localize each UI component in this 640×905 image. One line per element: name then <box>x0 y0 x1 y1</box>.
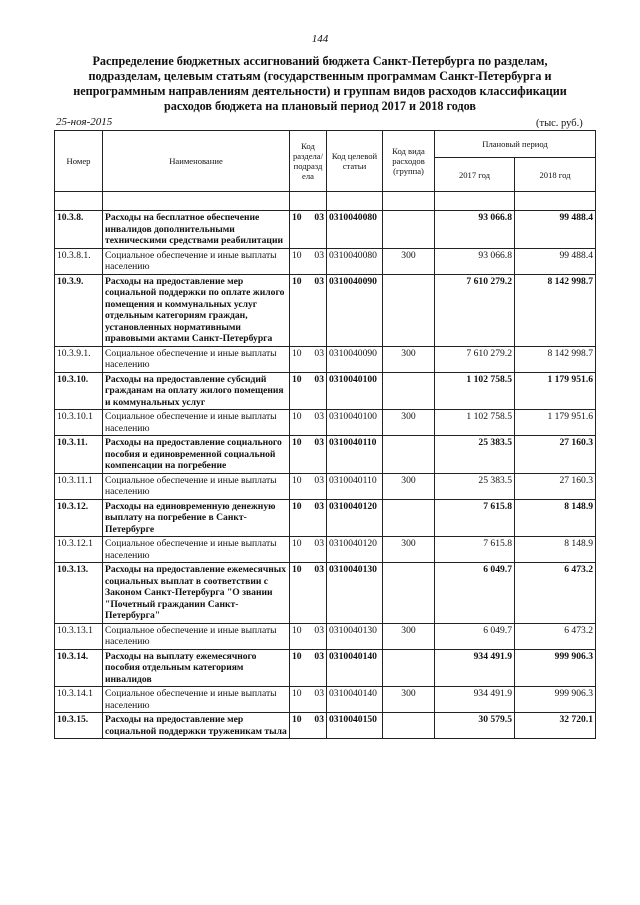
row-subsection: 03 <box>307 537 327 563</box>
row-number: 10.3.9.1. <box>55 346 103 372</box>
row-amount-2017: 7 615.8 <box>435 499 515 537</box>
row-subsection: 03 <box>307 649 327 687</box>
row-amount-2017: 93 066.8 <box>435 248 515 274</box>
row-amount-2017: 7 610 279.2 <box>435 346 515 372</box>
row-amount-2018: 1 179 951.6 <box>515 372 596 410</box>
row-subsection: 03 <box>307 623 327 649</box>
row-target-code: 0310040130 <box>327 563 383 624</box>
table-row <box>55 248 596 274</box>
row-amount-2017: 7 610 279.2 <box>435 274 515 346</box>
row-amount-2018: 1 179 951.6 <box>515 410 596 436</box>
row-target-code: 0310040110 <box>327 436 383 474</box>
header-year-2017: 2017 год <box>435 158 515 192</box>
row-amount-2018: 8 142 998.7 <box>515 346 596 372</box>
row-name: Социальное обеспечение и иные выплаты населению <box>103 623 290 649</box>
row-section: 10 <box>290 623 307 649</box>
row-target-code: 0310040140 <box>327 649 383 687</box>
table-row <box>55 499 596 537</box>
row-target-code: 0310040090 <box>327 274 383 346</box>
table-row <box>55 687 596 713</box>
row-target-code: 0310040080 <box>327 248 383 274</box>
row-number: 10.3.15. <box>55 713 103 739</box>
row-amount-2017: 1 102 758.5 <box>435 410 515 436</box>
row-amount-2017: 6 049.7 <box>435 623 515 649</box>
row-type-code: 300 <box>383 537 435 563</box>
header-section-code: Код раздела/подразд ела <box>290 131 327 192</box>
table-row <box>55 649 596 687</box>
row-target-code: 0310040130 <box>327 623 383 649</box>
row-name: Расходы на предоставление мер социальной поддержки труженикам тыла <box>103 713 290 739</box>
row-target-code: 0310040100 <box>327 372 383 410</box>
table-row <box>55 410 596 436</box>
row-type-code: 300 <box>383 623 435 649</box>
row-amount-2017: 25 383.5 <box>435 436 515 474</box>
row-subsection: 03 <box>307 274 327 346</box>
row-number: 10.3.8.1. <box>55 248 103 274</box>
row-section: 10 <box>290 537 307 563</box>
row-subsection: 03 <box>307 713 327 739</box>
row-number: 10.3.12. <box>55 499 103 537</box>
row-number: 10.3.10. <box>55 372 103 410</box>
row-type-code: 300 <box>383 473 435 499</box>
table-row <box>55 372 596 410</box>
row-section: 10 <box>290 211 307 249</box>
row-subsection: 03 <box>307 499 327 537</box>
row-amount-2017: 934 491.9 <box>435 687 515 713</box>
row-subsection: 03 <box>307 473 327 499</box>
header-year-2018: 2018 год <box>515 158 596 192</box>
row-type-code <box>383 499 435 537</box>
row-type-code: 300 <box>383 346 435 372</box>
row-type-code: 300 <box>383 687 435 713</box>
row-number: 10.3.11.1 <box>55 473 103 499</box>
row-number: 10.3.9. <box>55 274 103 346</box>
row-name: Расходы на бесплатное обеспечение инвалидов дополнительными техническими средствами реабилитации <box>103 211 290 249</box>
row-section: 10 <box>290 687 307 713</box>
row-section: 10 <box>290 248 307 274</box>
row-subsection: 03 <box>307 436 327 474</box>
row-subsection: 03 <box>307 346 327 372</box>
table-row <box>55 713 596 739</box>
row-name: Социальное обеспечение и иные выплаты населению <box>103 346 290 372</box>
row-type-code: 300 <box>383 410 435 436</box>
row-amount-2017: 934 491.9 <box>435 649 515 687</box>
row-type-code <box>383 211 435 249</box>
table-row <box>55 274 596 346</box>
row-amount-2018: 6 473.2 <box>515 623 596 649</box>
row-target-code: 0310040150 <box>327 713 383 739</box>
page-number: 144 <box>311 33 329 45</box>
table-row <box>55 346 596 372</box>
row-amount-2018: 27 160.3 <box>515 436 596 474</box>
row-subsection: 03 <box>307 248 327 274</box>
row-name: Расходы на выплату ежемесячного пособия отдельным категориям инвалидов <box>103 649 290 687</box>
table-row <box>55 211 596 249</box>
row-number: 10.3.14.1 <box>55 687 103 713</box>
row-type-code <box>383 713 435 739</box>
header-target-code: Код целевой статьи <box>327 131 383 192</box>
row-amount-2017: 7 615.8 <box>435 537 515 563</box>
row-subsection: 03 <box>307 372 327 410</box>
row-amount-2018: 8 148.9 <box>515 537 596 563</box>
row-name: Социальное обеспечение и иные выплаты населению <box>103 687 290 713</box>
row-target-code: 0310040120 <box>327 499 383 537</box>
row-number: 10.3.11. <box>55 436 103 474</box>
header-name: Наименование <box>103 131 290 192</box>
row-name: Расходы на единовременную денежную выплату на погребение в Санкт-Петербурге <box>103 499 290 537</box>
row-name: Социальное обеспечение и иные выплаты населению <box>103 410 290 436</box>
row-subsection: 03 <box>307 563 327 624</box>
row-number: 10.3.8. <box>55 211 103 249</box>
row-amount-2018: 999 906.3 <box>515 649 596 687</box>
row-number: 10.3.13. <box>55 563 103 624</box>
row-subsection: 03 <box>307 687 327 713</box>
row-amount-2017: 6 049.7 <box>435 563 515 624</box>
document-title: Распределение бюджетных ассигнований бюджета Санкт-Петербурга по разделам, подразделам, целевым статьям (государственным программам Санкт-Петербурга и непрограммным направлениям деятельности) и группам видов расходов классификации расходов бюджета на плановый период 2017 и 2018 годов <box>73 54 567 113</box>
row-section: 10 <box>290 436 307 474</box>
row-target-code: 0310040090 <box>327 346 383 372</box>
row-amount-2018: 8 148.9 <box>515 499 596 537</box>
row-section: 10 <box>290 713 307 739</box>
row-amount-2018: 99 488.4 <box>515 211 596 249</box>
row-name: Расходы на предоставление мер социальной поддержки по оплате жилого помещения и коммунальных услуг отдельным категориям граждан, установленных нормативными правовыми актами Санкт-Петербурга <box>103 274 290 346</box>
row-section: 10 <box>290 499 307 537</box>
row-amount-2018: 8 142 998.7 <box>515 274 596 346</box>
row-amount-2017: 30 579.5 <box>435 713 515 739</box>
table-row <box>55 436 596 474</box>
table-body <box>55 192 596 739</box>
row-number: 10.3.10.1 <box>55 410 103 436</box>
row-section: 10 <box>290 649 307 687</box>
row-amount-2017: 25 383.5 <box>435 473 515 499</box>
row-type-code <box>383 649 435 687</box>
row-number: 10.3.14. <box>55 649 103 687</box>
row-target-code: 0310040100 <box>327 410 383 436</box>
row-type-code <box>383 563 435 624</box>
row-name: Социальное обеспечение и иные выплаты населению <box>103 248 290 274</box>
row-type-code <box>383 372 435 410</box>
row-section: 10 <box>290 274 307 346</box>
table-row <box>55 537 596 563</box>
table-row <box>55 563 596 624</box>
row-amount-2018: 6 473.2 <box>515 563 596 624</box>
row-subsection: 03 <box>307 211 327 249</box>
header-plan-period: Плановый период <box>435 131 596 158</box>
header-number: Номер <box>55 131 103 192</box>
row-target-code: 0310040110 <box>327 473 383 499</box>
header-type-code: Код вида расходов (группа) <box>383 131 435 192</box>
row-name: Расходы на предоставление ежемесячных социальных выплат в соответствии с Законом Санкт-Петербурга "О звании "Почетный гражданин Санкт-Петербурга" <box>103 563 290 624</box>
row-amount-2018: 99 488.4 <box>515 248 596 274</box>
row-section: 10 <box>290 410 307 436</box>
row-section: 10 <box>290 563 307 624</box>
separator-row <box>55 192 596 211</box>
row-amount-2018: 27 160.3 <box>515 473 596 499</box>
row-section: 10 <box>290 473 307 499</box>
row-amount-2018: 999 906.3 <box>515 687 596 713</box>
row-type-code <box>383 274 435 346</box>
row-amount-2017: 1 102 758.5 <box>435 372 515 410</box>
budget-table <box>54 130 596 739</box>
row-name: Расходы на предоставление субсидий гражданам на оплату жилого помещения и коммунальных услуг <box>103 372 290 410</box>
document-date: 25-ноя-2015 <box>56 116 113 128</box>
row-type-code: 300 <box>383 248 435 274</box>
row-section: 10 <box>290 372 307 410</box>
row-type-code <box>383 436 435 474</box>
row-target-code: 0310040080 <box>327 211 383 249</box>
units-label: (тыс. руб.) <box>536 118 583 129</box>
row-target-code: 0310040120 <box>327 537 383 563</box>
row-subsection: 03 <box>307 410 327 436</box>
row-number: 10.3.12.1 <box>55 537 103 563</box>
row-amount-2017: 93 066.8 <box>435 211 515 249</box>
row-name: Социальное обеспечение и иные выплаты населению <box>103 473 290 499</box>
row-name: Расходы на предоставление социального пособия и единовременной социальной компенсации на погребение <box>103 436 290 474</box>
row-section: 10 <box>290 346 307 372</box>
row-target-code: 0310040140 <box>327 687 383 713</box>
row-amount-2018: 32 720.1 <box>515 713 596 739</box>
table-row <box>55 623 596 649</box>
table-row <box>55 473 596 499</box>
row-number: 10.3.13.1 <box>55 623 103 649</box>
row-name: Социальное обеспечение и иные выплаты населению <box>103 537 290 563</box>
